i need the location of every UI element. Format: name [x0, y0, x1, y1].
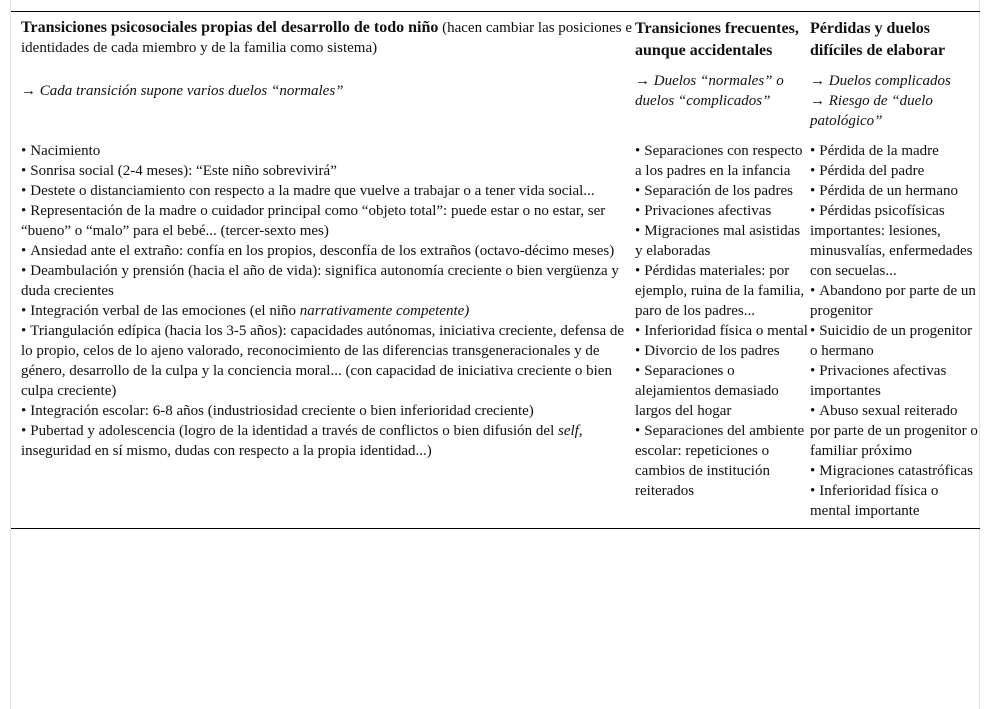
list-item — [635, 361, 810, 421]
list-item-text: Divorcio de los padres — [644, 343, 780, 359]
bullet-icon: • — [810, 203, 816, 219]
list-item — [21, 421, 635, 461]
list-item-emphasis: self — [558, 423, 579, 439]
list-item-text: Abuso sexual reiterado por parte de un progenitor o familiar próximo — [810, 403, 978, 459]
note-text: → Riesgo de “duelo patológico” — [810, 93, 933, 129]
header-row — [11, 12, 980, 63]
bullet-icon: • — [635, 423, 641, 439]
bullet-icon: • — [635, 323, 641, 339]
list-item-text: Ansiedad ante el extraño: confía en los propios, desconfía de los extraños (octavo-décimo meses) — [30, 243, 615, 259]
bullet-icon: • — [810, 323, 816, 339]
note-cell — [810, 62, 980, 131]
list-item — [810, 401, 980, 461]
list-item-text: Integración verbal de las emociones (el niño — [30, 303, 300, 319]
bullet-icon: • — [635, 263, 641, 279]
list-item-text: Inferioridad física o mental — [644, 323, 808, 339]
bullet-icon: • — [635, 143, 641, 159]
bullet-icon: • — [21, 403, 27, 419]
bullet-icon: • — [635, 223, 641, 239]
list-item — [21, 141, 635, 161]
bullet-icon: • — [810, 363, 816, 379]
list-item — [810, 481, 980, 521]
list-item-text: Integración escolar: 6-8 años (industriosidad creciente o bien inferioridad creciente) — [30, 403, 534, 419]
list-item — [21, 321, 635, 401]
list-item-text: Migraciones mal asistidas y elaboradas — [635, 223, 801, 259]
list-item-emphasis: narrativamente competente) — [299, 303, 470, 319]
list-item-text-after: , inseguridad en sí mismo, dudas con respecto a la propia identidad...) — [21, 423, 583, 459]
header-title: Transiciones frecuentes, aunque accidentales — [635, 20, 799, 59]
bullet-icon: • — [810, 143, 816, 159]
list-item — [635, 421, 810, 501]
bullet-icon: • — [810, 183, 816, 199]
list-item-text: Privaciones afectivas importantes — [810, 363, 947, 399]
list-item — [810, 201, 980, 281]
note-text: → Duelos complicados — [810, 73, 951, 89]
note-text: → Cada transición supone varios duelos “normales” — [21, 83, 344, 99]
bullet-icon: • — [810, 403, 816, 419]
header-title: Pérdidas y duelos difíciles de elaborar — [810, 20, 946, 59]
list-item — [21, 401, 635, 421]
bullet-icon: • — [21, 423, 27, 439]
list-item-text: Pérdidas psicofísicas importantes: lesiones, minusvalías, enfermedades con secuelas... — [810, 203, 973, 279]
items-row — [11, 131, 980, 529]
item-list — [810, 141, 980, 521]
list-item-text: Pérdida de la madre — [819, 143, 939, 159]
bullet-icon: • — [21, 203, 27, 219]
bullet-icon: • — [810, 463, 816, 479]
header-subtitle: (hacen cambiar las posiciones e identidades de cada miembro y de la familia como sistema) — [21, 20, 633, 56]
column-header-developmental — [11, 12, 635, 63]
list-item-text: Suicidio de un progenitor o hermano — [810, 323, 973, 359]
list-item-text: Sonrisa social (2-4 meses): “Este niño sobrevivirá” — [30, 163, 337, 179]
transitions-table — [11, 11, 980, 529]
bullet-icon: • — [635, 203, 641, 219]
list-item-text: Deambulación y prensión (hacia el año de vida): significa autonomía creciente o bien vergüenza y duda crecientes — [21, 263, 619, 299]
bullet-icon: • — [21, 323, 27, 339]
list-item-text: Pérdidas materiales: por ejemplo, ruina de la familia, paro de los padres... — [635, 263, 805, 319]
item-list — [635, 141, 810, 501]
list-item — [810, 361, 980, 401]
bullet-icon: • — [21, 303, 27, 319]
column-header-difficult — [810, 12, 980, 63]
bullet-icon: • — [635, 183, 641, 199]
list-item — [810, 321, 980, 361]
items-cell — [11, 131, 635, 529]
list-item-text: Separaciones del ambiente escolar: repeticiones o cambios de institución reiterados — [635, 423, 805, 499]
list-item — [21, 261, 635, 301]
list-item-text: Separaciones o alejamientos demasiado largos del hogar — [635, 363, 779, 419]
item-list — [21, 141, 635, 461]
list-item — [21, 201, 635, 241]
list-item — [635, 261, 810, 321]
bullet-icon: • — [21, 163, 27, 179]
list-item-text: Destete o distanciamiento con respecto a la madre que vuelve a trabajar o a tener vida social... — [30, 183, 595, 199]
list-item — [810, 281, 980, 321]
list-item — [21, 181, 635, 201]
list-item — [635, 341, 810, 361]
list-item-text: Nacimiento — [30, 143, 101, 159]
list-item-text: Triangulación edípica (hacia los 3-5 años): capacidades autónomas, iniciativa creciente, defensa de lo propio, celos de lo ajeno valorado, reconocimiento de las diferencias transgeneracionales y de género, desarrollo de la culpa y la conciencia moral... (con capacidad de iniciativa creciente o bien culpa creciente) — [21, 323, 625, 399]
bullet-icon: • — [21, 263, 27, 279]
list-item — [635, 321, 810, 341]
list-item-text: Pubertad y adolescencia (logro de la identidad a través de conflictos o bien difusión del — [30, 423, 559, 439]
list-item-text: Separaciones con respecto a los padres en la infancia — [635, 143, 803, 179]
list-item — [635, 181, 810, 201]
list-item — [635, 201, 810, 221]
list-item — [21, 301, 635, 321]
bullet-icon: • — [21, 243, 27, 259]
column-header-accidental — [635, 12, 810, 63]
list-item — [21, 241, 635, 261]
note-cell — [635, 62, 810, 131]
list-item — [635, 221, 810, 261]
list-item-text: Privaciones afectivas — [644, 203, 772, 219]
list-item-text: Inferioridad física o mental importante — [810, 483, 939, 519]
list-item-text: Abandono por parte de un progenitor — [810, 283, 976, 319]
bullet-icon: • — [635, 343, 641, 359]
bullet-icon: • — [810, 283, 816, 299]
list-item-text: Pérdida de un hermano — [819, 183, 958, 199]
list-item-text: Representación de la madre o cuidador principal como “objeto total”: puede estar o no estar, ser “bueno” o “malo” para el bebé... (tercer-sexto mes) — [21, 203, 606, 239]
bullet-icon: • — [810, 483, 816, 499]
items-cell — [810, 131, 980, 529]
note-row — [11, 62, 980, 131]
list-item — [810, 181, 980, 201]
list-item-text: Separación de los padres — [644, 183, 793, 199]
list-item-text: Pérdida del padre — [819, 163, 925, 179]
list-item-text: Migraciones catastróficas — [819, 463, 973, 479]
list-item — [810, 161, 980, 181]
list-item — [810, 461, 980, 481]
bullet-icon: • — [635, 363, 641, 379]
bullet-icon: • — [21, 183, 27, 199]
list-item — [810, 141, 980, 161]
list-item — [21, 161, 635, 181]
note-cell — [11, 62, 635, 131]
bullet-icon: • — [810, 163, 816, 179]
list-item — [635, 141, 810, 181]
items-cell — [635, 131, 810, 529]
header-title: Transiciones psicosociales propias del desarrollo de todo niño — [21, 19, 439, 36]
note-text: → Duelos “normales” o duelos “complicados” — [635, 73, 784, 109]
bullet-icon: • — [21, 143, 27, 159]
